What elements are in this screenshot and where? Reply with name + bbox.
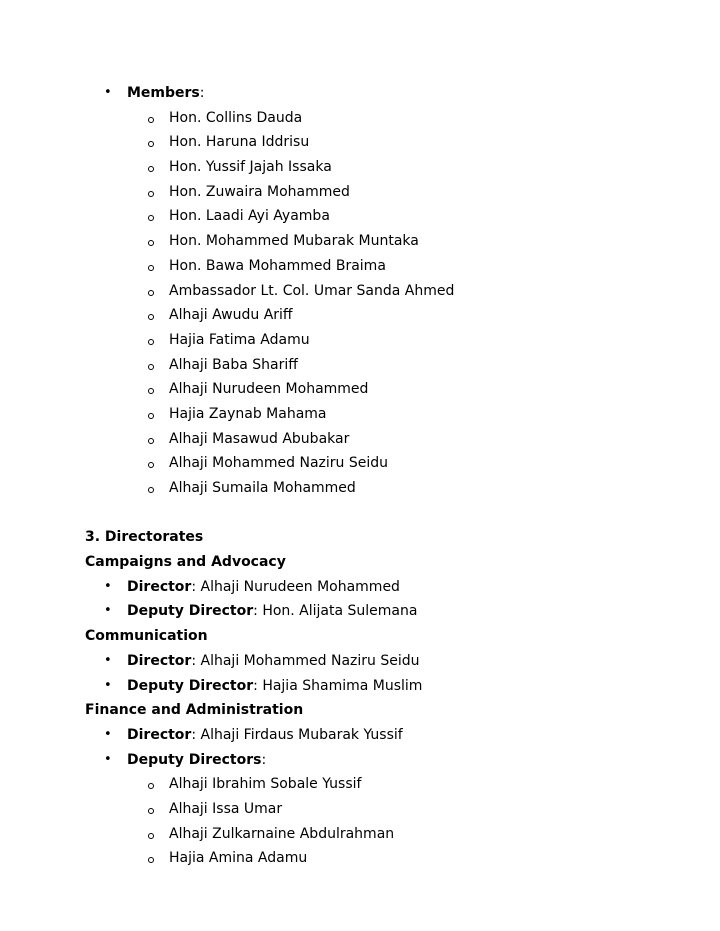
role-name: Alhaji Firdaus Mubarak Yussif [200,726,403,743]
members-label: Members [127,85,200,101]
role-name: Hajia Shamima Muslim [262,677,423,694]
member-item: Hon. Laadi Ayi Ayamba [0,204,720,229]
directorate-title: Communication [85,628,208,645]
deputies-label: Deputy Directors [127,751,262,768]
member-item: Alhaji Awudu Ariff [0,303,720,328]
member-item: Ambassador Lt. Col. Umar Sanda Ahmed [0,279,720,304]
members-bullet: • Members: [0,81,720,106]
role-label: Director [127,652,192,669]
deputy-item: Hajia Amina Adamu [0,846,720,871]
member-item: Hon. Collins Dauda [0,106,720,131]
role-item: • Deputy Director: Hon. Alijata Sulemana [0,599,720,624]
member-item: Hon. Haruna Iddrisu [0,130,720,155]
role-label: Deputy Director [127,603,254,620]
member-item: Alhaji Nurudeen Mohammed [0,377,720,402]
role-name: Alhaji Mohammed Naziru Seidu [200,652,420,669]
role-item: • Director: Alhaji Firdaus Mubarak Yussif [0,723,720,748]
deputy-item: Alhaji Zulkarnaine Abdulrahman [0,822,720,847]
directorate-title: Finance and Administration [85,702,304,719]
member-item: Alhaji Mohammed Naziru Seidu [0,451,720,476]
role-name: Hon. Alijata Sulemana [262,603,418,620]
role-label: Director [127,726,192,743]
role-item: • Deputy Director: Hajia Shamima Muslim [0,674,720,699]
member-item: Hajia Fatima Adamu [0,328,720,353]
member-item: Hajia Zaynab Mahama [0,402,720,427]
deputy-item: Alhaji Ibrahim Sobale Yussif [0,772,720,797]
role-item: • Director: Alhaji Nurudeen Mohammed [0,575,720,600]
spacer [0,501,720,526]
directorates-list [0,550,720,871]
member-item: Hon. Mohammed Mubarak Muntaka [0,229,720,254]
document-body [0,81,720,871]
member-item: Alhaji Sumaila Mohammed [0,476,720,501]
role-label: Deputy Director [127,677,254,694]
role-item: • Director: Alhaji Mohammed Naziru Seidu [0,649,720,674]
member-item: Alhaji Baba Shariff [0,353,720,378]
role-name: Alhaji Nurudeen Mohammed [200,578,400,595]
member-item: Hon. Bawa Mohammed Braima [0,254,720,279]
member-item: Alhaji Masawud Abubakar [0,427,720,452]
members-list [0,106,720,501]
role-label: Director [127,578,192,595]
section-heading: 3. Directorates [85,529,204,546]
deputies-item: • Deputy Directors: [0,748,720,773]
deputy-item: Alhaji Issa Umar [0,797,720,822]
directorate-title: Campaigns and Advocacy [85,554,286,571]
member-item: Hon. Zuwaira Mohammed [0,180,720,205]
member-item: Hon. Yussif Jajah Issaka [0,155,720,180]
